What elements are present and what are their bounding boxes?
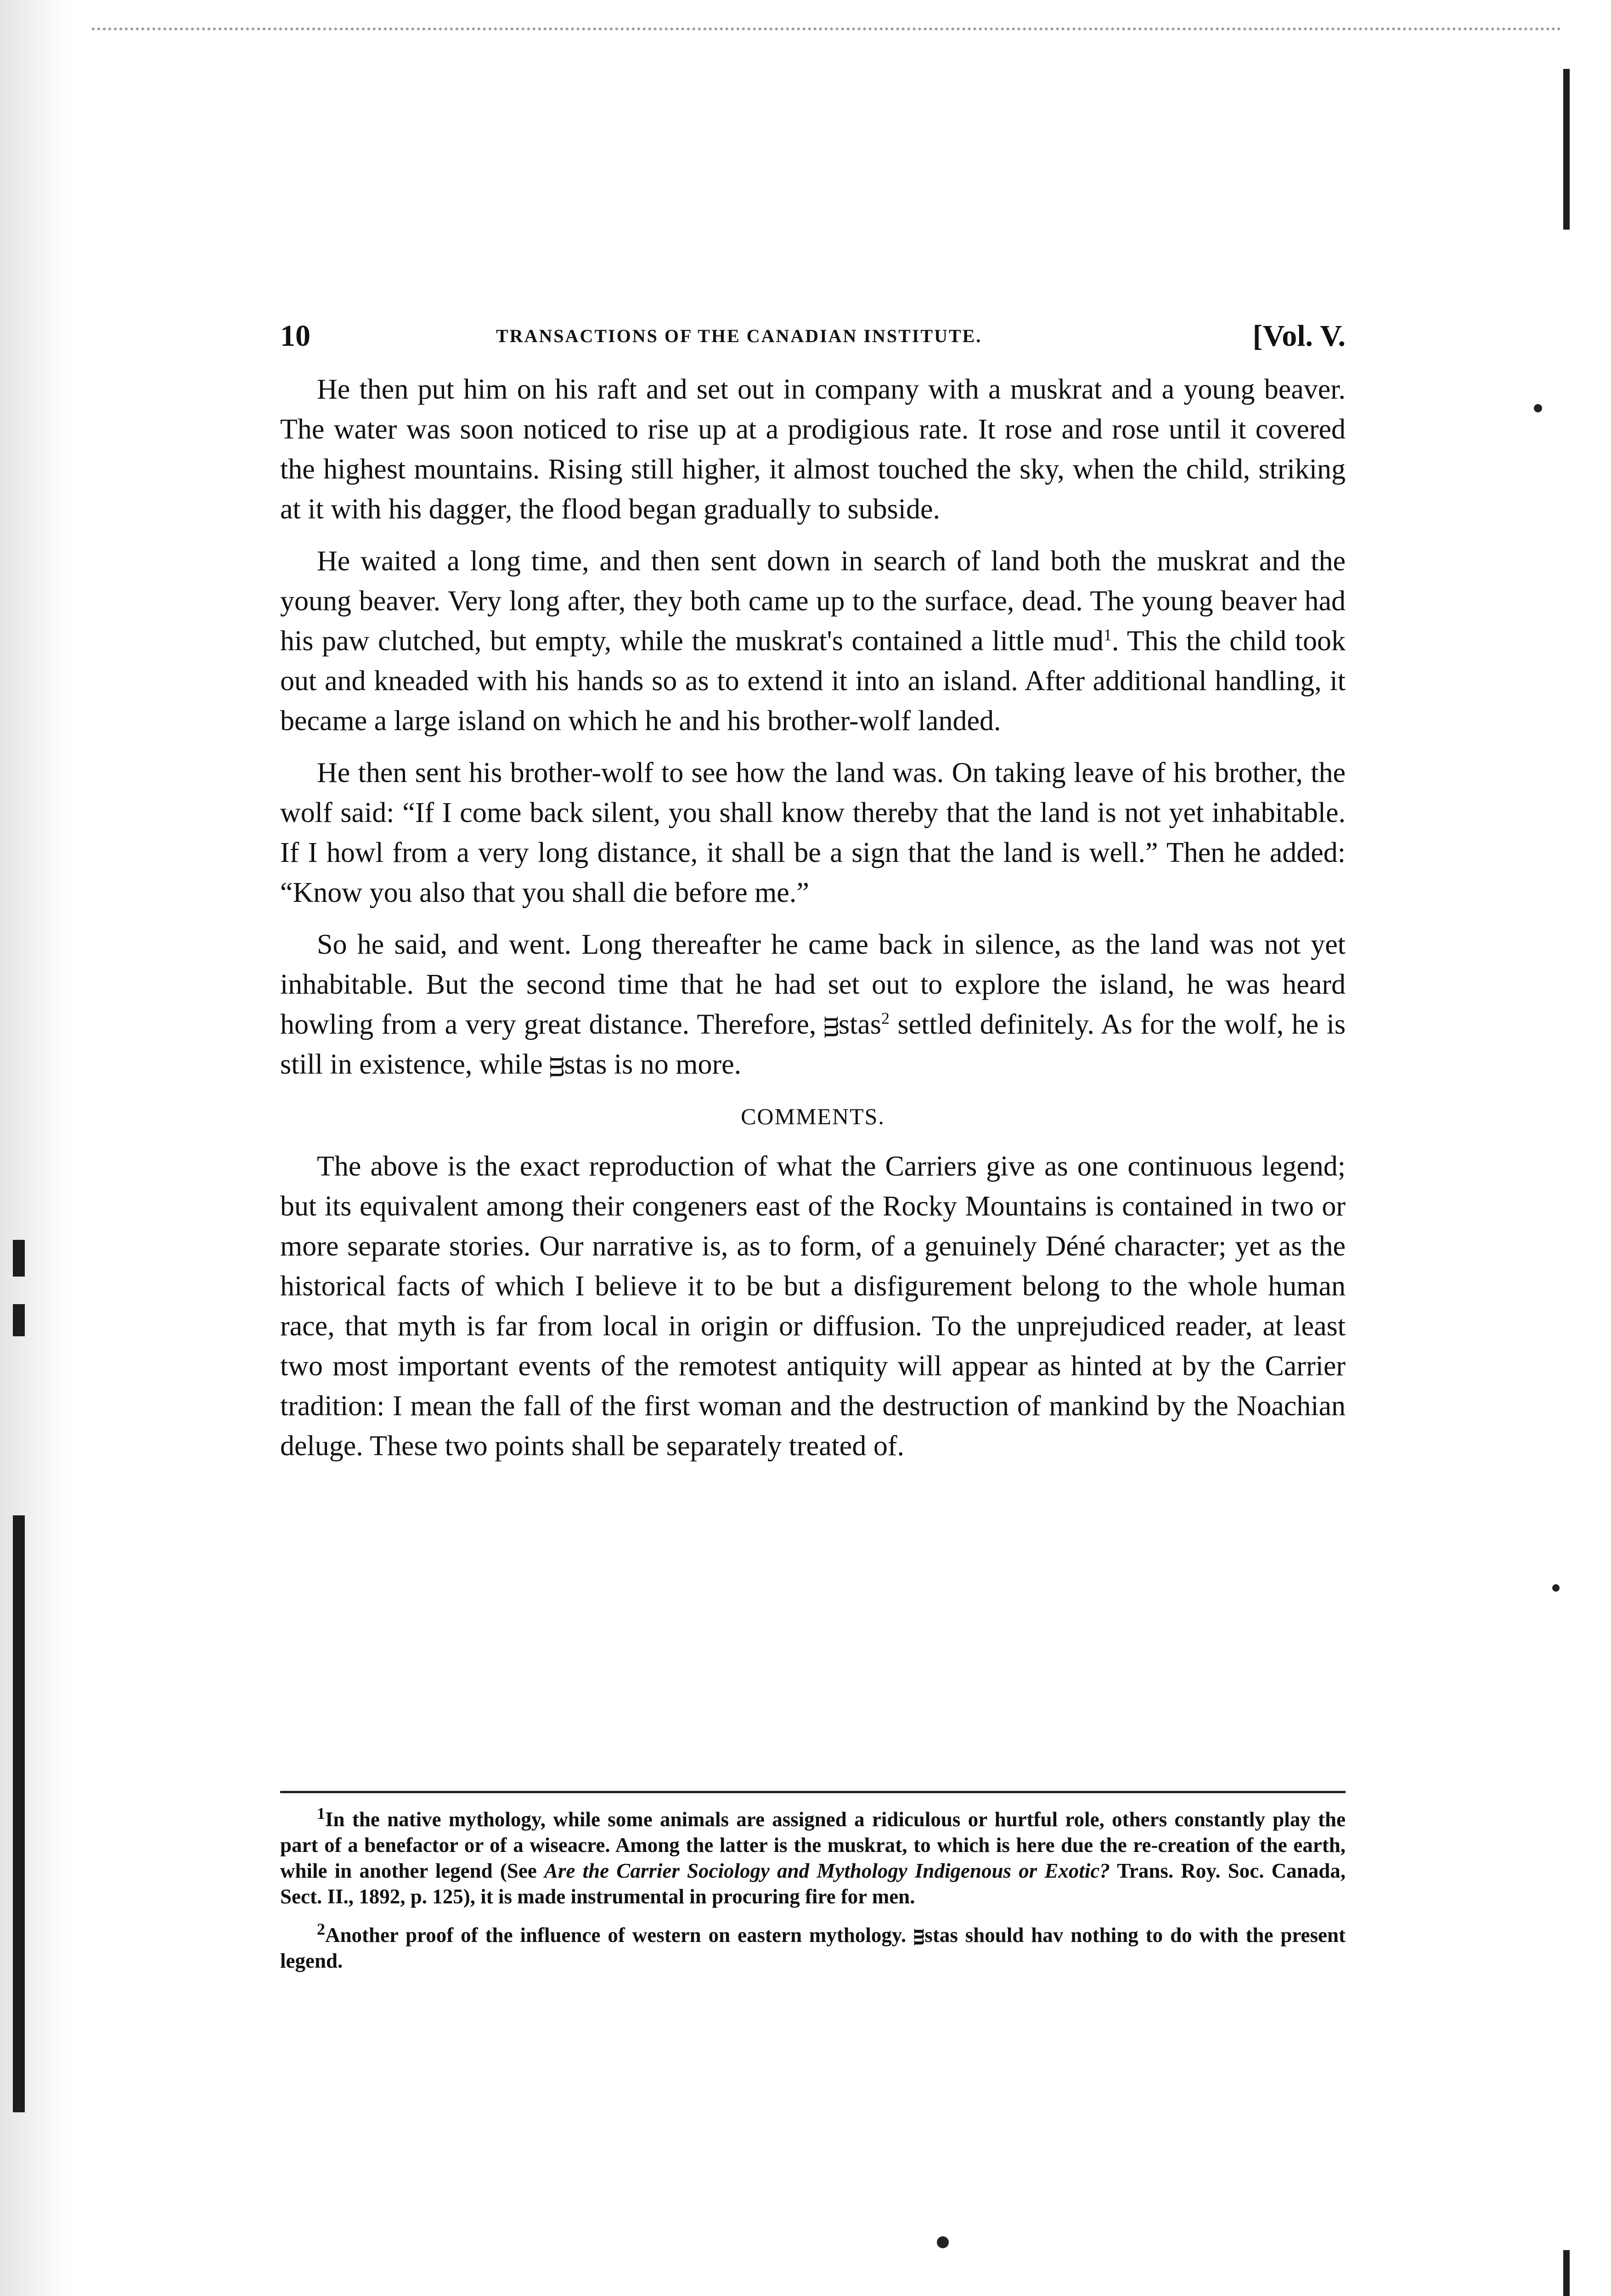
- volume-label: [Vol. V.: [1252, 319, 1346, 353]
- footnote: [280, 1806, 1346, 1909]
- paragraph: The above is the exact reproduction of what the Carriers give as one continuous legend; but its equivalent among their congeners east of the Rocky Mountains is contained in two or more separate stories. Our narrative is, as to form, of a genuinely Déné character; yet as the historical facts of which I believe it to be but a disfigurement belong to the whole human race, that myth is far from local in origin or diffusion. To the unprejudiced reader, at least two most important events of the remotest antiquity will appear as hinted at by the Carrier tradition: I mean the fall of the first woman and the destruction of mankind by the Noachian deluge. These two points shall be separately treated of.: [280, 1151, 1346, 1462]
- main-text: [280, 370, 1346, 1478]
- footnote-mark: 2: [881, 1009, 890, 1028]
- footnote-mark: 1: [1103, 625, 1112, 644]
- section-heading: COMMENTS.: [741, 1103, 885, 1129]
- footnotes: [280, 1806, 1346, 1986]
- scan-edge-artifact: [13, 1304, 25, 1336]
- footnote-number: 1: [317, 1804, 325, 1823]
- paragraph-text: He waited a long time, and then sent down in search of land both the muskrat and the young beaver. Very long after, they both came up to the surface, dead. The young beaver had his paw clutched, but empty, while the muskrat's contained a little mud: [280, 546, 1346, 657]
- scan-edge-artifact: [1563, 69, 1570, 230]
- cited-title: Are the Carrier Sociology and Mythology Indigenous or Exotic?: [544, 1859, 1110, 1882]
- footnote-text: Trans. Roy. Soc. Canada, Sect. II., 1892, p. 125), it is made instrumental in procuring fire for men.: [280, 1859, 1346, 1908]
- paragraph: He then sent his brother-wolf to see how the land was. On taking leave of his brother, the wolf said: “If I come back silent, you shall know thereby that the land is not yet inhabitable. If I howl from a very long distance, it shall be a sign that the land is well.” Then he added: “Know you also that you shall die before me.”: [280, 757, 1346, 908]
- scan-speck: [937, 2236, 949, 2248]
- running-title: TRANSACTIONS OF THE CANADIAN INSTITUTE.: [496, 326, 982, 346]
- paragraph-text: settled definitely. As for the wolf, he is still in existence, while ᴟstas is no more.: [280, 1009, 1346, 1080]
- page-number: 10: [280, 319, 310, 353]
- scan-edge-artifact: [1563, 2250, 1570, 2296]
- paragraph: [280, 925, 1346, 1085]
- page-header: [280, 319, 1346, 360]
- scan-top-edge: [92, 28, 1561, 30]
- scan-speck: [1534, 404, 1542, 412]
- paragraph-text: So he said, and went. Long thereafter he came back in silence, as the land was not yet inhabitable. But the second time that he had set out to explore the island, he was heard howling from a very great distance. Therefore, ᴟstas: [280, 929, 1346, 1040]
- scan-left-margin-shading: [0, 0, 69, 2296]
- footnote-text: Another proof of the influence of western on eastern mythology. ᴟstas should hav nothing to do with the present legend.: [280, 1924, 1346, 1972]
- scan-speck: [1552, 1584, 1560, 1592]
- footnote-text: In the native mythology, while some animals are assigned a ridiculous or hurtful role, others constantly play the part of a benefactor or of a wiseacre. Among the latter is the muskrat, to which is here due the re-creation of the earth, while in another legend (See: [280, 1808, 1346, 1882]
- footnote-number: 2: [317, 1920, 325, 1938]
- scan-edge-artifact: [13, 1240, 25, 1277]
- paragraph: [280, 541, 1346, 741]
- footnote-divider: [280, 1791, 1346, 1793]
- paragraph: He then put him on his raft and set out in company with a muskrat and a young beaver. The water was soon noticed to rise up at a prodigious rate. It rose and rose until it covered the highest mountains. Rising still higher, it almost touched the sky, when the child, striking at it with his dagger, the flood began gradually to subside.: [280, 374, 1346, 525]
- scan-edge-artifact: [13, 1515, 25, 2112]
- paragraph-text: . This the child took out and kneaded with his hands so as to extend it into an island. After additional handling, it became a large island on which he and his brother-wolf landed.: [280, 625, 1346, 737]
- footnote: [280, 1922, 1346, 1974]
